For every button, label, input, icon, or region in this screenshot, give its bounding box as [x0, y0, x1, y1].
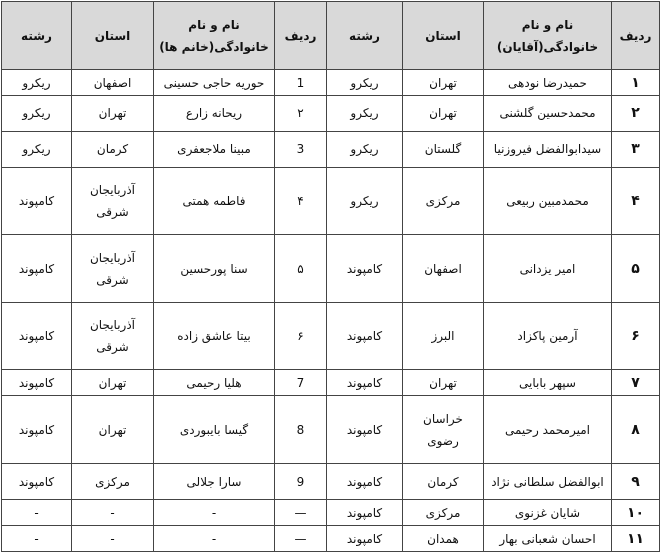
women-province: آذربایجان شرقی	[72, 235, 154, 303]
men-name: سیدابوالفضل فیروزنیا	[484, 131, 612, 167]
women-field: -	[2, 500, 72, 526]
men-row-no: ۱۰	[612, 500, 660, 526]
women-name: هلیا رحیمی	[154, 370, 275, 396]
women-name: -	[154, 526, 275, 552]
women-name: سنا پورحسین	[154, 235, 275, 303]
women-name: -	[154, 500, 275, 526]
women-field: ریکرو	[2, 70, 72, 96]
header-men-row-no: ردیف	[612, 2, 660, 70]
men-field: کامپوند	[327, 370, 403, 396]
men-field: ریکرو	[327, 167, 403, 235]
men-field: ریکرو	[327, 70, 403, 96]
men-field: کامپوند	[327, 526, 403, 552]
table-row	[2, 96, 660, 132]
header-men-province: استان	[403, 2, 484, 70]
men-province: تهران	[403, 370, 484, 396]
table-row	[2, 500, 660, 526]
women-province: تهران	[72, 396, 154, 464]
men-province: کرمان	[403, 464, 484, 500]
women-province: آذربایجان شرقی	[72, 167, 154, 235]
men-name: حمیدرضا نودهی	[484, 70, 612, 96]
men-row-no: ۹	[612, 464, 660, 500]
women-field: کامپوند	[2, 396, 72, 464]
men-row-no: ۱	[612, 70, 660, 96]
table-row	[2, 526, 660, 552]
table-header-row	[2, 2, 660, 70]
women-field: کامپوند	[2, 464, 72, 500]
men-field: کامپوند	[327, 500, 403, 526]
women-field: کامپوند	[2, 302, 72, 370]
table-row	[2, 167, 660, 235]
men-name: سپهر بابایی	[484, 370, 612, 396]
men-row-no: ۳	[612, 131, 660, 167]
men-row-no: ۷	[612, 370, 660, 396]
women-field: -	[2, 526, 72, 552]
women-province: آذربایجان شرقی	[72, 302, 154, 370]
men-field: کامپوند	[327, 302, 403, 370]
men-province: گلستان	[403, 131, 484, 167]
header-women-row-no: ردیف	[275, 2, 327, 70]
men-row-no: ۸	[612, 396, 660, 464]
women-name: حوریه حاجی حسینی	[154, 70, 275, 96]
men-name: احسان شعبانی بهار	[484, 526, 612, 552]
women-name: ریحانه زارع	[154, 96, 275, 132]
women-field: کامپوند	[2, 370, 72, 396]
women-province: اصفهان	[72, 70, 154, 96]
men-province: همدان	[403, 526, 484, 552]
men-name: محمدمبین ربیعی	[484, 167, 612, 235]
men-row-no: ۱۱	[612, 526, 660, 552]
women-province: تهران	[72, 370, 154, 396]
header-women-province: استان	[72, 2, 154, 70]
men-row-no: ۲	[612, 96, 660, 132]
women-province: -	[72, 500, 154, 526]
men-province: خراسان رضوی	[403, 396, 484, 464]
table-row	[2, 70, 660, 96]
header-men-name: نام و نام خانوادگی(آقایان)	[484, 2, 612, 70]
table-row	[2, 235, 660, 303]
men-row-no: ۵	[612, 235, 660, 303]
women-name: بیتا عاشق زاده	[154, 302, 275, 370]
women-province: تهران	[72, 96, 154, 132]
men-province: مرکزی	[403, 167, 484, 235]
men-row-no: ۴	[612, 167, 660, 235]
women-row-no: 7	[275, 370, 327, 396]
women-name: فاطمه همتی	[154, 167, 275, 235]
men-field: کامپوند	[327, 396, 403, 464]
women-province: کرمان	[72, 131, 154, 167]
women-row-no: 8	[275, 396, 327, 464]
women-row-no: ۵	[275, 235, 327, 303]
women-field: ریکرو	[2, 131, 72, 167]
men-name: محمدحسین گلشنی	[484, 96, 612, 132]
table-row	[2, 370, 660, 396]
women-row-no: ۲	[275, 96, 327, 132]
team-roster-table	[1, 1, 660, 552]
women-province: -	[72, 526, 154, 552]
table-row	[2, 396, 660, 464]
men-field: ریکرو	[327, 96, 403, 132]
men-name: ابوالفضل سلطانی نژاد	[484, 464, 612, 500]
women-name: سارا جلالی	[154, 464, 275, 500]
men-province: تهران	[403, 70, 484, 96]
men-row-no: ۶	[612, 302, 660, 370]
women-row-no: —	[275, 526, 327, 552]
women-row-no: ۶	[275, 302, 327, 370]
women-row-no: 1	[275, 70, 327, 96]
men-name: امیرمحمد رحیمی	[484, 396, 612, 464]
women-row-no: 3	[275, 131, 327, 167]
table-row	[2, 302, 660, 370]
men-field: کامپوند	[327, 235, 403, 303]
women-field: کامپوند	[2, 167, 72, 235]
women-field: کامپوند	[2, 235, 72, 303]
men-name: آرمین پاکزاد	[484, 302, 612, 370]
header-women-field: رشته	[2, 2, 72, 70]
men-name: امیر یزدانی	[484, 235, 612, 303]
women-row-no: 9	[275, 464, 327, 500]
table-row	[2, 131, 660, 167]
header-men-field: رشته	[327, 2, 403, 70]
women-field: ریکرو	[2, 96, 72, 132]
header-women-name: نام و نام خانوادگی(خانم ها)	[154, 2, 275, 70]
men-province: اصفهان	[403, 235, 484, 303]
women-name: گیسا بایبوردی	[154, 396, 275, 464]
women-province: مرکزی	[72, 464, 154, 500]
women-row-no: ۴	[275, 167, 327, 235]
men-field: ریکرو	[327, 131, 403, 167]
men-name: شایان غزنوی	[484, 500, 612, 526]
men-province: البرز	[403, 302, 484, 370]
women-name: مبینا ملاجعفری	[154, 131, 275, 167]
table-row	[2, 464, 660, 500]
men-province: مرکزی	[403, 500, 484, 526]
men-field: کامپوند	[327, 464, 403, 500]
women-row-no: —	[275, 500, 327, 526]
men-province: تهران	[403, 96, 484, 132]
